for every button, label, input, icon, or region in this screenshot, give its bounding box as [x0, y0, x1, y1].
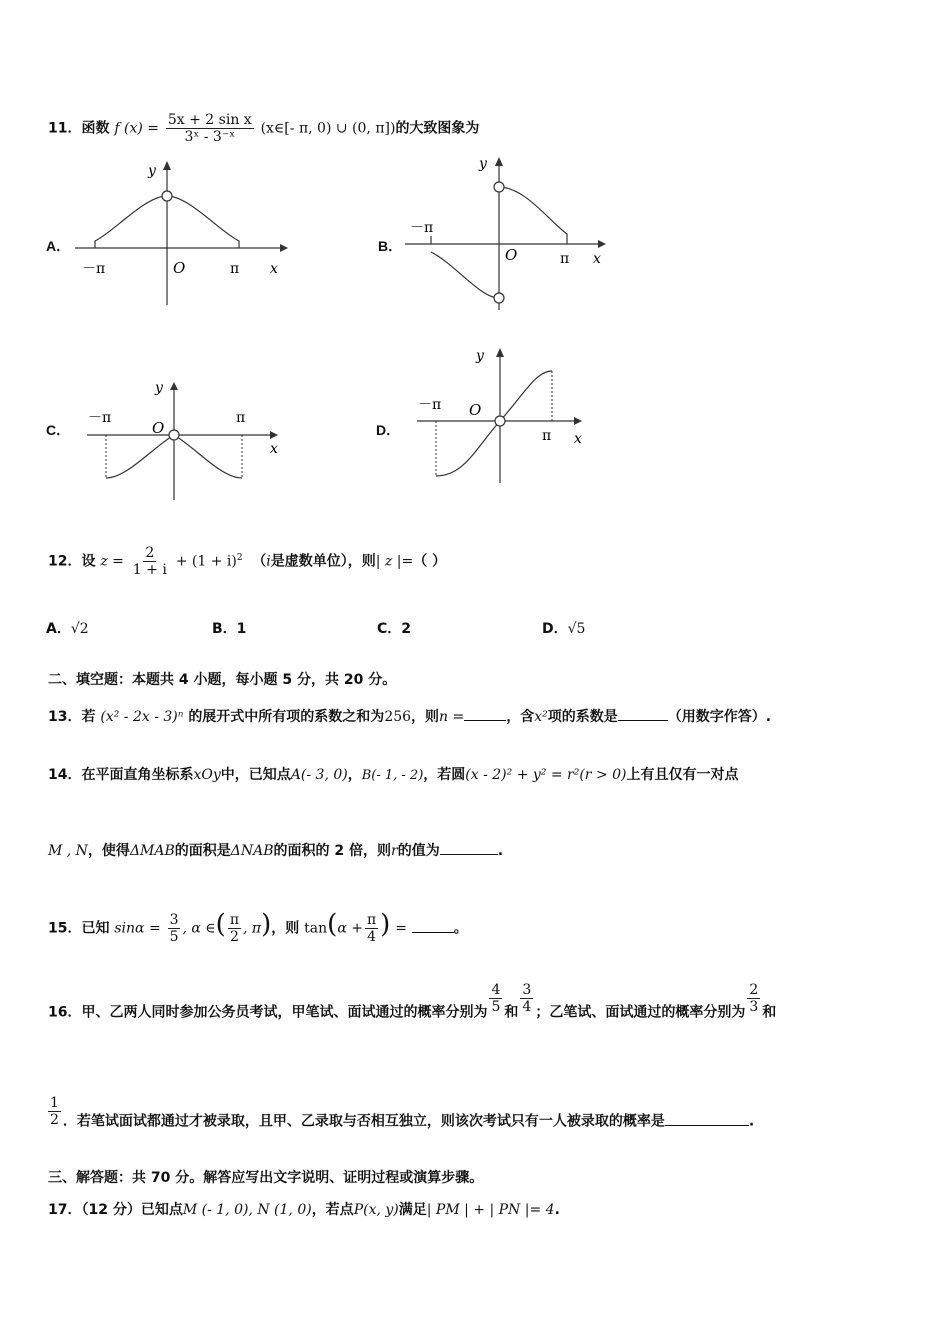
q15-mid: ，则: [271, 920, 300, 937]
q13-n-eq: n =: [439, 709, 465, 725]
q12-abs-z: | z |=: [375, 553, 414, 570]
q16-text3: ．若笔试面试都通过才被录取，且甲、乙录取与否相互独立，则该次考试只有一人被录取的概率是: [62, 1113, 665, 1130]
q14-stem-line2: [48, 840, 503, 861]
q12-exp: 2: [236, 552, 243, 563]
q15-eq: =: [395, 920, 407, 937]
q11-tail: 的大致图象为: [395, 120, 480, 137]
q15-tan-pi-den: 4: [367, 929, 377, 945]
q17-stem: [48, 1200, 560, 1220]
q11-frac-den: 3ˣ - 3⁻ˣ: [184, 129, 236, 145]
graph-a-x-label: x: [270, 261, 278, 277]
graph-b-curve-left: [431, 252, 499, 298]
graph-b-x-label: x: [593, 251, 601, 267]
q12-number: 12．: [48, 553, 82, 570]
q11-option-b-label[interactable]: B．: [378, 238, 403, 254]
q17-cond: 满足: [398, 1202, 427, 1218]
graph-d-origin-label: O: [469, 401, 482, 419]
q16-f1-den: 5: [491, 999, 501, 1015]
q15-blank[interactable]: [412, 918, 454, 933]
q16-f2-den: 4: [522, 999, 532, 1015]
q11-option-d-label[interactable]: D．: [376, 422, 401, 438]
graph-c-open-point: [169, 430, 179, 440]
q11-number: 11．: [48, 120, 82, 137]
q14-circle: (x - 2)² + y² = r²(r > 0): [465, 767, 627, 783]
q13-sum-val: 256: [384, 709, 412, 725]
q16-f4-den: 2: [50, 1112, 59, 1128]
graph-c: [82, 378, 292, 503]
graph-b-x-arrow-icon: [598, 240, 606, 248]
q13-term: x²: [534, 709, 548, 725]
q17-score: （12 分）已知点: [81, 1202, 183, 1218]
graph-b: [400, 152, 612, 312]
q16-and1: 和: [504, 1004, 519, 1021]
q12-option-a[interactable]: [46, 618, 89, 638]
graph-a-y-label: y: [148, 163, 156, 179]
q14-mid2: ，若圆: [423, 767, 466, 783]
graph-c-pi-label: π: [236, 410, 246, 426]
q13-blank-1[interactable]: [464, 706, 506, 721]
graph-c-x-label: x: [270, 441, 278, 457]
graph-c-y-label: y: [155, 380, 163, 396]
graph-a: [70, 155, 290, 310]
q11-domain: (x∈[- π, 0) ∪ (0, π]): [260, 120, 396, 137]
q12-option-a-label: A．: [46, 621, 71, 637]
q13-mid1: 的展开式中所有项的系数之和为: [188, 709, 385, 725]
graph-d-open-point: [495, 416, 505, 426]
q13-stem: [48, 706, 771, 727]
q16-blank[interactable]: [665, 1111, 749, 1126]
q12-bracket: （ ）: [413, 553, 447, 570]
q12-frac-num: 2: [145, 545, 155, 561]
q14-line2-d: 的值为: [397, 843, 440, 859]
graph-d: [414, 343, 594, 485]
q16-frac1: [489, 982, 502, 1015]
q15-tan-pi-fraction: [365, 912, 378, 945]
q13-mid2: ，则: [411, 709, 440, 725]
q16-text2: ；乙笔试、面试通过的概率分别为: [535, 1004, 746, 1021]
q11-option-a-label[interactable]: A．: [46, 238, 71, 254]
q16-and2: 和: [762, 1004, 777, 1021]
q15-number: 15．: [48, 920, 82, 937]
q17-eq: | PM | + | PN |= 4: [426, 1202, 555, 1218]
graph-d-y-arrow-icon: [496, 348, 504, 357]
q16-end: .: [748, 1113, 755, 1130]
q12-lead: 设: [81, 553, 96, 570]
q14-point-b: B(- 1, - 2): [361, 768, 424, 783]
q14-stem-line1: [48, 765, 739, 786]
graph-d-pi-label: π: [542, 428, 552, 444]
q15-lead: 已知: [81, 920, 110, 937]
q14-r: r: [391, 843, 398, 859]
q16-frac3: [747, 982, 760, 1015]
graph-b-curve-right: [499, 187, 567, 244]
graph-a-x-arrow-icon: [280, 244, 288, 252]
graph-c-y-arrow-icon: [170, 382, 178, 390]
q13-number: 13．: [48, 709, 82, 725]
graph-b-origin-label: O: [505, 246, 518, 264]
q17-end: .: [554, 1202, 560, 1218]
q14-system: xOy: [193, 767, 221, 783]
graph-d-curve: [436, 371, 552, 476]
q14-line2-c: 的面积的 2 倍，则: [273, 843, 392, 859]
q16-frac4: [48, 1095, 61, 1128]
q15-interval-end: , π: [243, 920, 262, 937]
q12-option-d[interactable]: [542, 618, 585, 638]
q11-func-lhs: f (x) =: [114, 120, 159, 137]
graph-b-y-arrow-icon: [495, 157, 503, 166]
q11-stem: [48, 112, 479, 145]
q16-stem-line1: [48, 982, 777, 1029]
q17-number: 17．: [48, 1202, 82, 1218]
q16-text1: 甲、乙两人同时参加公务员考试，甲笔试、面试通过的概率分别为: [81, 1004, 488, 1021]
q11-lead: 函数: [81, 120, 110, 137]
q12-i: i: [266, 553, 271, 570]
graph-c-origin-label: O: [152, 419, 165, 437]
q15-pi-num: π: [229, 912, 240, 928]
q12-plus-term: + (1 + i): [175, 553, 237, 570]
q14-lead: 在平面直角坐标系: [81, 767, 194, 783]
q12-z-lhs: z =: [100, 553, 124, 570]
graph-c-neg-pi-label: －π: [88, 410, 112, 426]
q12-option-d-label: D．: [542, 621, 568, 637]
q15-tan-arg: α +: [337, 920, 363, 937]
graph-b-pi-label: π: [560, 251, 570, 267]
q12-frac-den: 1 + i: [132, 562, 167, 578]
q12-option-c[interactable]: [377, 618, 411, 638]
graph-d-neg-pi-label: －π: [418, 397, 442, 413]
q15-end: 。: [453, 920, 468, 937]
q15-sin: sinα =: [114, 920, 161, 937]
q12-option-b-label: B．: [212, 621, 237, 637]
q13-tail: （用数字作答）.: [667, 709, 772, 725]
graph-a-y-arrow-icon: [163, 161, 171, 170]
graph-b-open-point-top: [494, 182, 504, 192]
q14-line2-a: ，使得: [87, 843, 130, 859]
q13-mid4: 项的系数是: [547, 709, 618, 725]
q15-tan: tan: [304, 920, 328, 937]
q16-f2-num: 3: [522, 982, 532, 998]
q13-expr: (x² - 2x - 3)ⁿ: [100, 709, 184, 725]
q13-mid3: ，含: [506, 709, 535, 725]
q13-lead: 若: [81, 709, 96, 725]
q16-f3-den: 3: [749, 999, 759, 1015]
q15-stem: 15．已知 sinα = $\frac{3}{5}$ , α ∈( $\frac{\pi}{2}$ , π)，则 tan(α + $\frac{\pi}{4}$ ) = 。: [48, 909, 468, 945]
q17-mid: ，若点: [311, 1202, 354, 1218]
q12-stem: 12．设 z = $\frac{2}{1 + i}$ + $(1 + i)^2$ （i是虚数单位），则| z |=（ ）: [48, 545, 447, 578]
q15-frac-den: 5: [169, 929, 179, 945]
graph-b-neg-pi-label: －π: [410, 220, 434, 236]
q12-option-c-value: 2: [401, 621, 412, 637]
q14-tri1: ΔMAB: [129, 843, 175, 859]
q15-pi-fraction: [228, 912, 241, 945]
q14-tail: 上有且仅有一对点: [626, 767, 739, 783]
q14-sep: ，: [347, 767, 362, 783]
q14-tri2: ΔNAB: [230, 843, 274, 859]
q12-option-b-value: 1: [236, 621, 247, 637]
q16-number: 16．: [48, 1004, 82, 1021]
q15-pi-den: 2: [229, 929, 239, 945]
graph-d-x-arrow-icon: [574, 417, 582, 425]
q16-f1-num: 4: [491, 982, 501, 998]
q12-option-c-label: C．: [377, 621, 402, 637]
q15-frac-num: 3: [169, 912, 179, 928]
graph-a-pi-label: π: [230, 261, 240, 277]
q16-frac2: [520, 982, 533, 1015]
q17-p: P(x, y): [353, 1202, 399, 1218]
q14-line2-b: 的面积是: [174, 843, 231, 859]
section-2-heading: 二、填空题：本题共 4 小题，每小题 5 分，共 20 分。: [48, 672, 397, 688]
q14-mid1: 中，已知点: [220, 767, 291, 783]
q13-blank-2[interactable]: [618, 706, 668, 721]
q16-stem-line2: [48, 1095, 755, 1138]
graph-b-open-point-bottom: [494, 293, 504, 303]
q15-sin-fraction: [168, 912, 181, 945]
q14-number: 14．: [48, 767, 82, 783]
q16-f3-num: 2: [749, 982, 759, 998]
q14-blank[interactable]: [440, 840, 498, 855]
graph-b-y-label: y: [479, 156, 487, 172]
graph-a-neg-pi-label: －π: [82, 261, 106, 277]
q14-end: .: [497, 843, 504, 859]
q12-option-a-value: √2: [70, 621, 89, 637]
q17-points: M (- 1, 0), N (1, 0): [182, 1202, 312, 1218]
graph-a-open-point: [162, 191, 172, 201]
q11-option-c-label[interactable]: C．: [46, 422, 71, 438]
q15-tan-pi-num: π: [366, 912, 377, 928]
graph-a-origin-label: O: [173, 259, 186, 277]
q11-fraction: [166, 112, 254, 145]
q12-paren-text: 是虚数单位），则: [270, 553, 376, 570]
q14-point-a: A(- 3, 0): [290, 767, 348, 783]
q16-f4-num: 1: [50, 1095, 59, 1111]
graph-d-y-label: y: [476, 348, 484, 364]
q11-frac-num: 5x + 2 sin x: [167, 112, 252, 128]
q12-option-d-value: √5: [567, 621, 586, 637]
q12-fraction: [131, 545, 169, 578]
q14-mn: M , N: [48, 843, 88, 859]
section-3-heading: 三、解答题：共 70 分。解答应写出文字说明、证明过程或演算步骤。: [48, 1170, 484, 1186]
q15-alpha-in: , α ∈: [182, 920, 216, 937]
q12-option-b[interactable]: [212, 618, 246, 638]
graph-c-x-arrow-icon: [270, 431, 278, 439]
graph-d-x-label: x: [574, 431, 582, 447]
